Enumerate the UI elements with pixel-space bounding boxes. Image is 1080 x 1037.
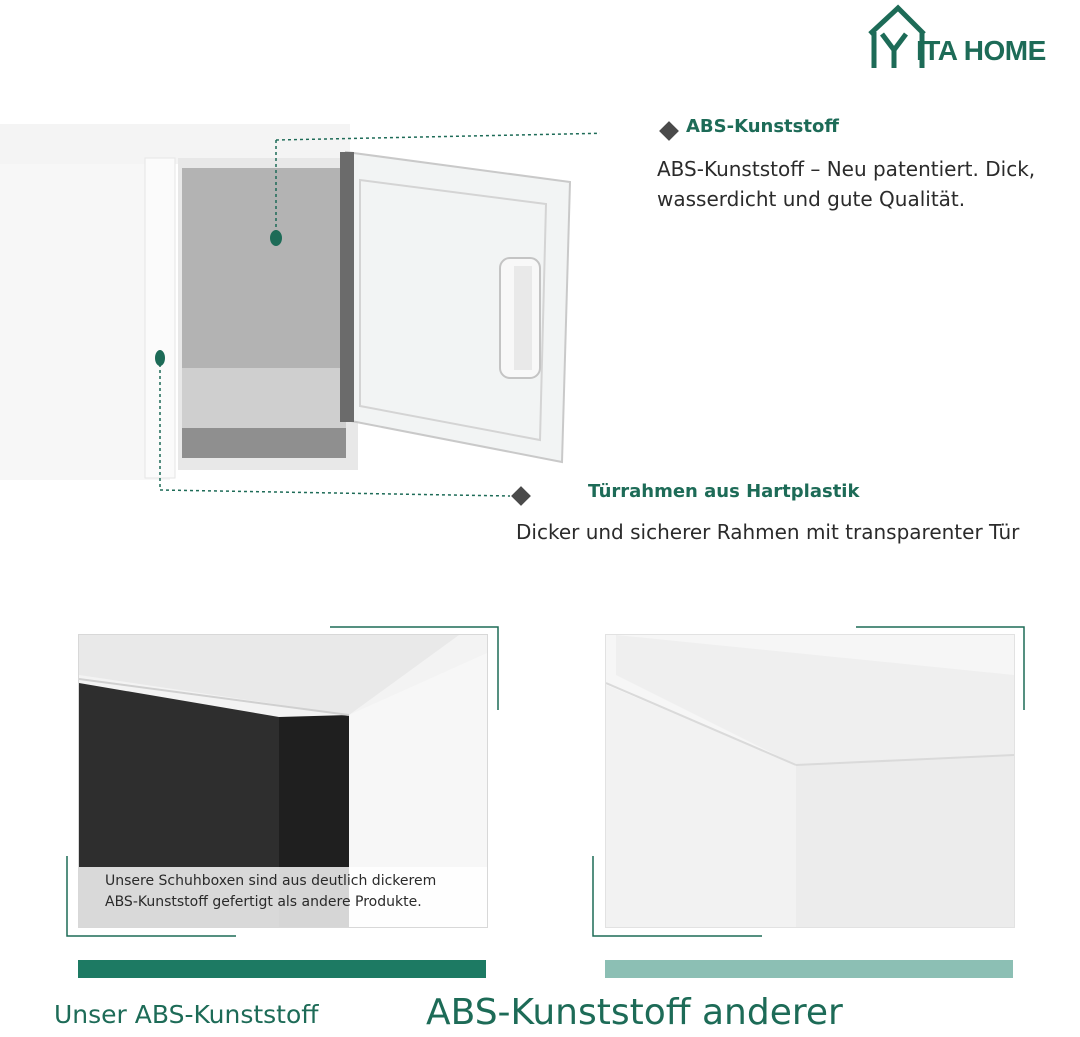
box-corner-photo-right xyxy=(606,635,1014,927)
feature-title-door-frame: Türrahmen aus Hartplastik xyxy=(588,481,860,502)
caption-line: Unsere Schuhboxen sind aus deutlich dickerem xyxy=(105,873,437,889)
feature-description-line: Dicker und sicherer Rahmen mit transparenter Tür xyxy=(516,520,1020,544)
brand-name: ITA HOME xyxy=(916,35,1046,66)
feature-description-abs xyxy=(657,154,1035,214)
feature-description-line: ABS-Kunststoff – Neu patentiert. Dick, xyxy=(657,157,1036,181)
other-abs-photo xyxy=(605,634,1015,928)
feature-description-line: wasserdicht und gute Qualität. xyxy=(657,187,966,211)
other-abs-label: ABS-Kunststoff anderer xyxy=(426,992,843,1033)
shoe-box-illustration xyxy=(0,110,600,510)
feature-title-abs: ABS-Kunststoff xyxy=(686,116,839,137)
panel-caption xyxy=(79,867,487,927)
bullet-diamond-icon xyxy=(659,121,679,141)
our-abs-photo xyxy=(78,634,488,928)
brand-logo xyxy=(866,4,1080,70)
our-abs-label: Unser ABS-Kunststoff xyxy=(54,1000,319,1029)
feature-description-door-frame xyxy=(516,517,1019,547)
other-color-bar xyxy=(605,960,1013,978)
our-color-bar xyxy=(78,960,486,978)
caption-line: ABS-Kunststoff gefertigt als andere Produkte. xyxy=(105,894,422,910)
